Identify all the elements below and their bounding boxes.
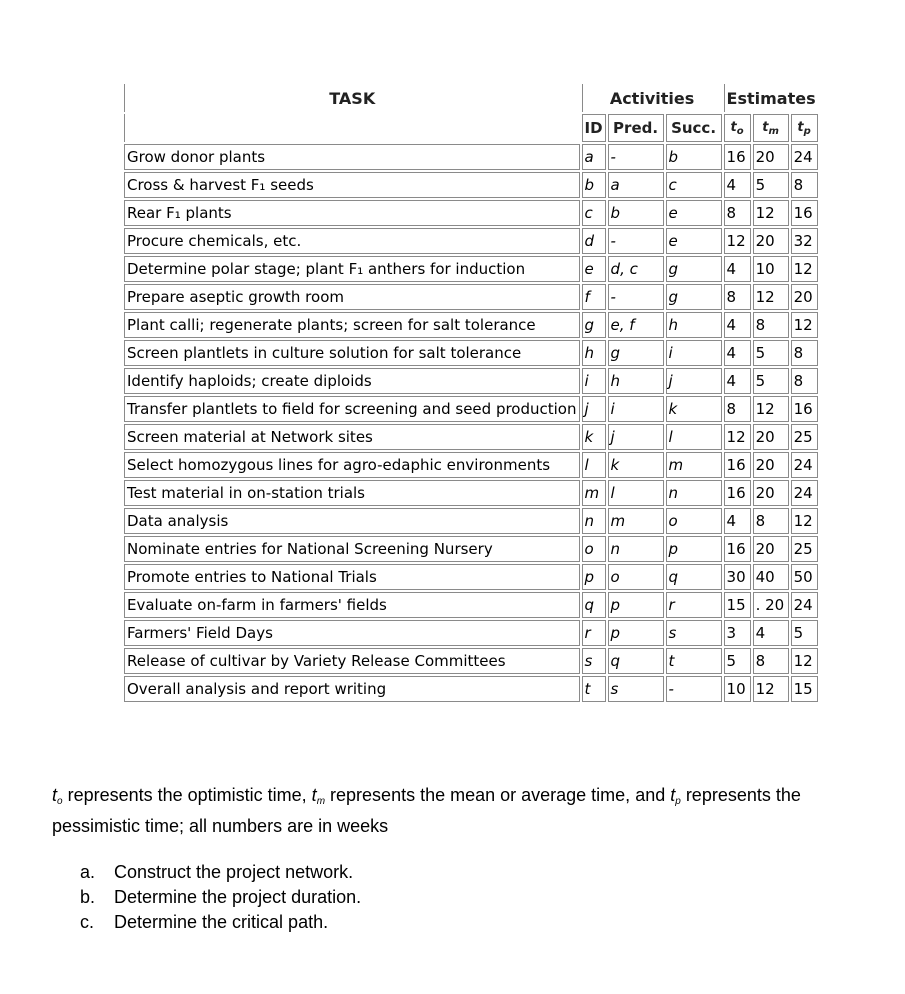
- notes-to-symbol: $t_o$: [52, 785, 63, 807]
- succ-cell: g: [666, 256, 722, 282]
- tp-cell: 24: [791, 480, 818, 506]
- estimates-header: Estimates: [724, 84, 818, 112]
- id-cell: t: [582, 676, 606, 702]
- question-marker: b.: [80, 887, 96, 907]
- id-cell: o: [582, 536, 606, 562]
- id-header: ID: [582, 114, 606, 142]
- id-cell: e: [582, 256, 606, 282]
- succ-cell: j: [666, 368, 722, 394]
- question-item: [80, 885, 361, 910]
- tm-cell: . 20: [753, 592, 789, 618]
- id-cell: f: [582, 284, 606, 310]
- tp-cell: 8: [791, 172, 818, 198]
- id-cell: i: [582, 368, 606, 394]
- pred-cell: m: [608, 508, 664, 534]
- to-cell: 8: [724, 284, 751, 310]
- tp-header-sub: p: [803, 125, 811, 137]
- table-row: [124, 200, 818, 226]
- pred-cell: o: [608, 564, 664, 590]
- id-cell: b: [582, 172, 606, 198]
- question-marker: c.: [80, 912, 95, 932]
- task-name-cell: Screen plantlets in culture solution for salt tolerance: [124, 340, 580, 366]
- to-cell: 12: [724, 228, 751, 254]
- to-cell: 4: [724, 368, 751, 394]
- tp-cell: 12: [791, 312, 818, 338]
- pred-cell: l: [608, 480, 664, 506]
- tp-cell: 8: [791, 368, 818, 394]
- to-cell: 16: [724, 536, 751, 562]
- pred-header: Pred.: [608, 114, 664, 142]
- id-cell: k: [582, 424, 606, 450]
- to-cell: 4: [724, 172, 751, 198]
- question-list: [80, 860, 361, 935]
- tm-cell: 12: [753, 396, 789, 422]
- pred-cell: j: [608, 424, 664, 450]
- tm-cell: 8: [753, 508, 789, 534]
- tp-cell: 32: [791, 228, 818, 254]
- table-row: [124, 424, 818, 450]
- notes-tp-symbol: $t_p$: [670, 785, 681, 807]
- time-notes: [52, 783, 892, 838]
- id-cell: q: [582, 592, 606, 618]
- notes-tm-symbol: $t_m$: [311, 785, 326, 807]
- to-cell: 4: [724, 256, 751, 282]
- table-row: [124, 256, 818, 282]
- succ-cell: i: [666, 340, 722, 366]
- activity-table-body: [124, 84, 818, 702]
- tp-cell: 8: [791, 340, 818, 366]
- pred-cell: p: [608, 592, 664, 618]
- id-cell: n: [582, 508, 606, 534]
- id-cell: r: [582, 620, 606, 646]
- task-name-cell: Rear F₁ plants: [124, 200, 580, 226]
- tp-cell: 24: [791, 592, 818, 618]
- id-cell: l: [582, 452, 606, 478]
- succ-cell: h: [666, 312, 722, 338]
- table-row: [124, 648, 818, 674]
- table-row: [124, 340, 818, 366]
- id-cell: c: [582, 200, 606, 226]
- activity-table: [122, 82, 820, 704]
- table-row: [124, 228, 818, 254]
- tm-cell: 5: [753, 340, 789, 366]
- table-row: [124, 144, 818, 170]
- notes-part3: represents the pessimistic time; all numbers are in weeks: [52, 785, 801, 836]
- table-header-row-2: [124, 114, 818, 142]
- task-header: TASK: [124, 84, 580, 112]
- task-name-cell: Select homozygous lines for agro-edaphic environments: [124, 452, 580, 478]
- tm-cell: 20: [753, 452, 789, 478]
- to-cell: 4: [724, 508, 751, 534]
- succ-cell: t: [666, 648, 722, 674]
- id-cell: s: [582, 648, 606, 674]
- to-cell: 30: [724, 564, 751, 590]
- question-item: [80, 910, 361, 935]
- to-cell: 8: [724, 200, 751, 226]
- tp-cell: 12: [791, 256, 818, 282]
- question-text: Determine the critical path.: [114, 912, 329, 932]
- pred-cell: -: [608, 144, 664, 170]
- pred-cell: i: [608, 396, 664, 422]
- to-cell: 16: [724, 144, 751, 170]
- tp-cell: 16: [791, 396, 818, 422]
- pred-cell: a: [608, 172, 664, 198]
- task-name-cell: Promote entries to National Trials: [124, 564, 580, 590]
- to-cell: 10: [724, 676, 751, 702]
- question-text: Construct the project network.: [114, 862, 354, 882]
- id-cell: d: [582, 228, 606, 254]
- id-cell: j: [582, 396, 606, 422]
- pred-cell: g: [608, 340, 664, 366]
- table-row: [124, 592, 818, 618]
- table-row: [124, 620, 818, 646]
- succ-cell: b: [666, 144, 722, 170]
- activities-header: Activities: [582, 84, 722, 112]
- tp-cell: 16: [791, 200, 818, 226]
- tp-header: [791, 114, 818, 142]
- id-cell: h: [582, 340, 606, 366]
- succ-header: Succ.: [666, 114, 722, 142]
- tm-header-sub: m: [768, 125, 779, 137]
- pred-cell: b: [608, 200, 664, 226]
- task-name-cell: Determine polar stage; plant F₁ anthers for induction: [124, 256, 580, 282]
- pred-cell: p: [608, 620, 664, 646]
- tm-cell: 12: [753, 284, 789, 310]
- task-name-cell: Screen material at Network sites: [124, 424, 580, 450]
- tp-cell: 24: [791, 452, 818, 478]
- task-name-cell: Nominate entries for National Screening Nursery: [124, 536, 580, 562]
- tm-cell: 8: [753, 648, 789, 674]
- pred-cell: -: [608, 284, 664, 310]
- id-cell: m: [582, 480, 606, 506]
- tm-cell: 20: [753, 228, 789, 254]
- table-row: [124, 312, 818, 338]
- to-cell: 16: [724, 452, 751, 478]
- pred-cell: h: [608, 368, 664, 394]
- tp-cell: 50: [791, 564, 818, 590]
- notes-part1: represents the optimistic time,: [62, 785, 312, 805]
- to-cell: 5: [724, 648, 751, 674]
- id-cell: g: [582, 312, 606, 338]
- table-row: [124, 536, 818, 562]
- tm-header-letter: t: [762, 119, 769, 135]
- tp-header-letter: t: [797, 119, 804, 135]
- tp-cell: 12: [791, 648, 818, 674]
- table-row: [124, 368, 818, 394]
- task-header-blank: [124, 114, 580, 142]
- table-row: [124, 564, 818, 590]
- tp-cell: 15: [791, 676, 818, 702]
- succ-cell: q: [666, 564, 722, 590]
- tm-cell: 20: [753, 144, 789, 170]
- task-name-cell: Evaluate on-farm in farmers' fields: [124, 592, 580, 618]
- task-name-cell: Prepare aseptic growth room: [124, 284, 580, 310]
- to-cell: 4: [724, 340, 751, 366]
- tm-cell: 20: [753, 536, 789, 562]
- tm-cell: 20: [753, 424, 789, 450]
- task-name-cell: Overall analysis and report writing: [124, 676, 580, 702]
- pred-cell: e, f: [608, 312, 664, 338]
- table-header-row-1: [124, 84, 818, 112]
- table-row: [124, 480, 818, 506]
- tm-cell: 8: [753, 312, 789, 338]
- tp-cell: 24: [791, 144, 818, 170]
- task-name-cell: Farmers' Field Days: [124, 620, 580, 646]
- id-cell: a: [582, 144, 606, 170]
- tm-cell: 5: [753, 368, 789, 394]
- pred-cell: s: [608, 676, 664, 702]
- task-name-cell: Release of cultivar by Variety Release Committees: [124, 648, 580, 674]
- to-cell: 15: [724, 592, 751, 618]
- succ-cell: p: [666, 536, 722, 562]
- tp-cell: 5: [791, 620, 818, 646]
- tm-cell: 12: [753, 200, 789, 226]
- tp-cell: 25: [791, 536, 818, 562]
- task-name-cell: Procure chemicals, etc.: [124, 228, 580, 254]
- task-name-cell: Data analysis: [124, 508, 580, 534]
- succ-cell: l: [666, 424, 722, 450]
- tm-cell: 5: [753, 172, 789, 198]
- succ-cell: -: [666, 676, 722, 702]
- succ-cell: n: [666, 480, 722, 506]
- succ-cell: o: [666, 508, 722, 534]
- to-header-sub: o: [736, 125, 744, 137]
- to-header-letter: t: [730, 119, 737, 135]
- task-name-cell: Test material in on-station trials: [124, 480, 580, 506]
- to-cell: 3: [724, 620, 751, 646]
- pred-cell: d, c: [608, 256, 664, 282]
- to-cell: 12: [724, 424, 751, 450]
- succ-cell: m: [666, 452, 722, 478]
- succ-cell: e: [666, 200, 722, 226]
- task-name-cell: Plant calli; regenerate plants; screen for salt tolerance: [124, 312, 580, 338]
- table-row: [124, 396, 818, 422]
- task-name-cell: Identify haploids; create diploids: [124, 368, 580, 394]
- succ-cell: c: [666, 172, 722, 198]
- question-text: Determine the project duration.: [114, 887, 362, 907]
- succ-cell: g: [666, 284, 722, 310]
- tp-cell: 12: [791, 508, 818, 534]
- task-name-cell: Transfer plantlets to field for screening and seed production: [124, 396, 580, 422]
- tm-cell: 20: [753, 480, 789, 506]
- activity-table-container: [122, 82, 820, 704]
- tm-header: [753, 114, 789, 142]
- table-row: [124, 508, 818, 534]
- tp-cell: 20: [791, 284, 818, 310]
- question-item: [80, 860, 361, 885]
- pred-cell: -: [608, 228, 664, 254]
- tm-cell: 40: [753, 564, 789, 590]
- table-row: [124, 676, 818, 702]
- tp-cell: 25: [791, 424, 818, 450]
- table-row: [124, 284, 818, 310]
- id-cell: p: [582, 564, 606, 590]
- to-cell: 8: [724, 396, 751, 422]
- to-cell: 4: [724, 312, 751, 338]
- succ-cell: r: [666, 592, 722, 618]
- question-marker: a.: [80, 862, 96, 882]
- task-name-cell: Grow donor plants: [124, 144, 580, 170]
- table-row: [124, 172, 818, 198]
- notes-part2: represents the mean or average time, and: [325, 785, 671, 805]
- succ-cell: s: [666, 620, 722, 646]
- tm-cell: 12: [753, 676, 789, 702]
- succ-cell: e: [666, 228, 722, 254]
- tm-cell: 4: [753, 620, 789, 646]
- tm-cell: 10: [753, 256, 789, 282]
- to-header: [724, 114, 751, 142]
- to-cell: 16: [724, 480, 751, 506]
- pred-cell: n: [608, 536, 664, 562]
- task-name-cell: Cross & harvest F₁ seeds: [124, 172, 580, 198]
- table-row: [124, 452, 818, 478]
- succ-cell: k: [666, 396, 722, 422]
- pred-cell: k: [608, 452, 664, 478]
- pred-cell: q: [608, 648, 664, 674]
